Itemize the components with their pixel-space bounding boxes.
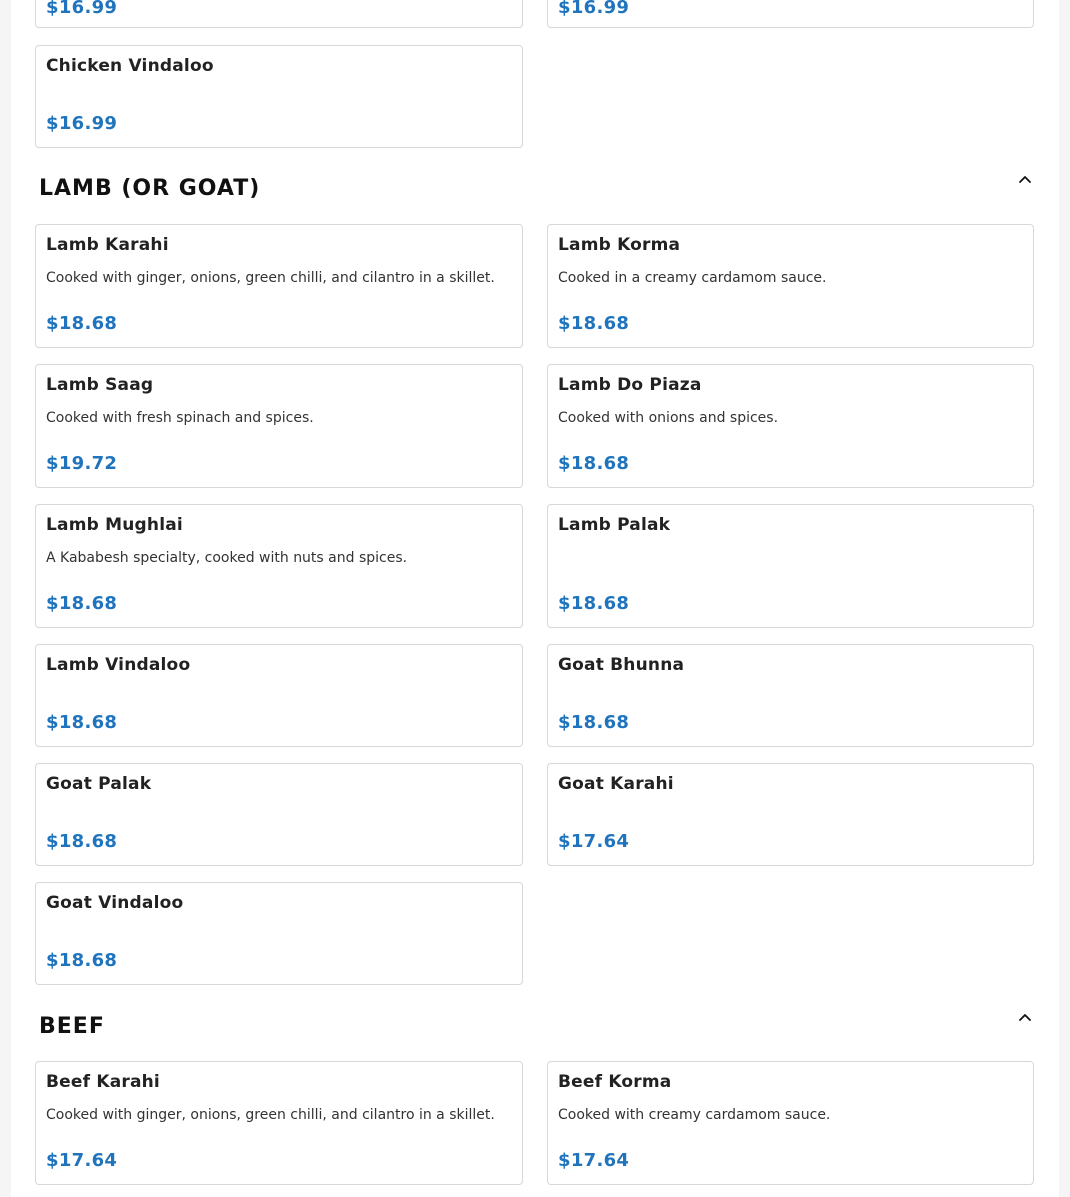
item-price: $18.68 — [558, 313, 630, 334]
menu-item-card[interactable] — [547, 0, 1034, 28]
menu-item-card[interactable] — [35, 763, 523, 866]
item-name: Lamb Karahi — [46, 235, 169, 255]
item-name: Goat Karahi — [558, 774, 674, 794]
lamb-grid — [35, 224, 1034, 985]
item-price: $18.68 — [558, 593, 630, 614]
chicken-grid — [35, 45, 1034, 148]
item-name: Lamb Do Piaza — [558, 375, 702, 395]
item-price: $18.68 — [558, 453, 630, 474]
menu-item-card[interactable] — [35, 364, 523, 488]
item-price: $18.68 — [46, 831, 118, 852]
menu-item-card[interactable] — [547, 1061, 1034, 1185]
item-price: $16.99 — [46, 113, 118, 134]
section-header-lamb[interactable] — [39, 174, 1034, 204]
item-description: Cooked with creamy cardamom sauce. — [558, 1107, 831, 1123]
item-name: Lamb Saag — [46, 375, 154, 395]
menu-item-card[interactable] — [35, 504, 523, 628]
item-name: Beef Karahi — [46, 1072, 160, 1092]
item-price: $19.72 — [46, 453, 118, 474]
item-price: $18.68 — [46, 712, 118, 733]
item-name: Lamb Palak — [558, 515, 671, 535]
menu-item-card[interactable] — [547, 224, 1034, 348]
item-description: Cooked with fresh spinach and spices. — [46, 410, 314, 426]
menu-item-card[interactable] — [547, 504, 1034, 628]
menu-item-card[interactable] — [547, 364, 1034, 488]
item-price: $17.64 — [558, 1150, 630, 1171]
menu-page — [11, 0, 1059, 1197]
item-price: $16.99 — [46, 0, 118, 18]
item-name: Beef Korma — [558, 1072, 672, 1092]
item-name: Lamb Vindaloo — [46, 655, 191, 675]
item-price: $16.99 — [558, 0, 630, 18]
item-price: $18.68 — [46, 313, 118, 334]
chicken-grid-partial — [35, 0, 1034, 28]
menu-item-card[interactable] — [35, 224, 523, 348]
chevron-up-icon[interactable] — [1016, 1008, 1034, 1026]
item-price: $17.64 — [558, 831, 630, 852]
item-name: Goat Vindaloo — [46, 893, 184, 913]
item-price: $18.68 — [558, 712, 630, 733]
menu-item-card[interactable] — [35, 0, 523, 28]
item-name: Goat Palak — [46, 774, 152, 794]
section-title: BEEF — [39, 1014, 105, 1039]
item-description: A Kababesh specialty, cooked with nuts and spices. — [46, 550, 408, 566]
item-price: $18.68 — [46, 950, 118, 971]
menu-item-card[interactable] — [35, 45, 523, 148]
item-name: Chicken Vindaloo — [46, 56, 214, 76]
item-description: Cooked with ginger, onions, green chilli, and cilantro in a skillet. — [46, 1107, 495, 1123]
menu-item-card[interactable] — [35, 644, 523, 747]
menu-item-card[interactable] — [547, 644, 1034, 747]
item-description: Cooked with onions and spices. — [558, 410, 779, 426]
item-description: Cooked in a creamy cardamom sauce. — [558, 270, 827, 286]
menu-item-card[interactable] — [35, 882, 523, 985]
item-name: Lamb Mughlai — [46, 515, 183, 535]
item-price: $18.68 — [46, 593, 118, 614]
item-description: Cooked with ginger, onions, green chilli, and cilantro in a skillet. — [46, 270, 495, 286]
menu-item-card[interactable] — [35, 1061, 523, 1185]
menu-item-card[interactable] — [547, 763, 1034, 866]
beef-grid — [35, 1061, 1034, 1185]
section-header-beef[interactable] — [39, 1012, 1034, 1042]
chevron-up-icon[interactable] — [1016, 170, 1034, 188]
item-name: Goat Bhunna — [558, 655, 685, 675]
section-title: LAMB (OR GOAT) — [39, 176, 261, 201]
item-name: Lamb Korma — [558, 235, 681, 255]
item-price: $17.64 — [46, 1150, 118, 1171]
